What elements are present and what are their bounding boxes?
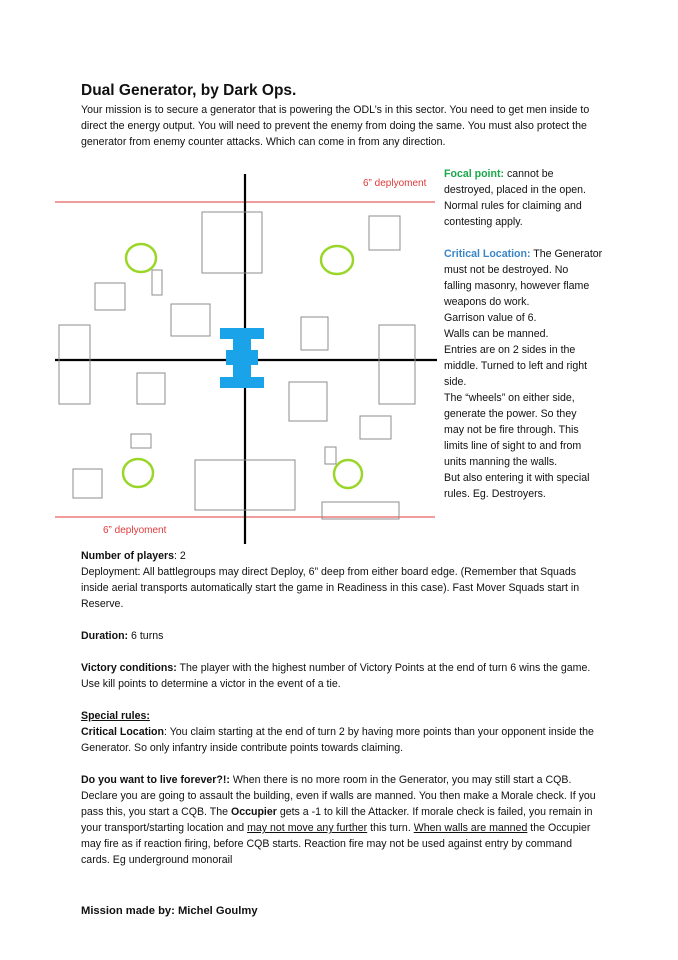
page-title: Dual Generator, by Dark Ops. [81,82,297,99]
live-forever-text: the Occupier may fire as if reaction firing, before CQB starts. Reaction fire may not be used against entry by command cards. Eg underground monorail [81,822,591,866]
critical-line: falling masonry, however flame [444,280,590,292]
duration-label: Duration: [81,630,129,642]
critical-line: weapons do work. [444,296,530,308]
victory-line [81,660,601,692]
terrain-block [379,325,415,404]
focal-point-marker [123,459,153,487]
intro-paragraph: Your mission is to secure a generator that is powering the ODL’s in this sector. You need to get men inside to direct the energy output. You will need to prevent the enemy from doing the same. You must also protect the generator from enemy counter attacks. Which can come in from any direction. [81,104,590,148]
critical-line: But also entering it with special [444,472,590,484]
terrain-block [369,216,400,250]
focal-line: contesting apply. [444,216,523,228]
deploy-label-top: 6” deplyoment [363,178,427,189]
critical-line: Garrison value of 6. [444,312,537,324]
critical-line: limits line of sight to and from [444,440,582,452]
focal-point-marker [334,460,362,488]
critical-line: The “wheels” on either side, [444,392,575,404]
critical-line: must not be destroyed. No [444,264,569,276]
focal-point-heading: Focal point: [444,168,505,180]
victory-label: Victory conditions: [81,662,177,674]
critical-line: rules. Eg. Destroyers. [444,488,546,500]
focal-line: destroyed, placed in the open. [444,184,586,196]
map-legend [444,166,604,518]
critical-location-heading: Critical Location: [444,248,531,260]
critical-line: generate the power. So they [444,408,577,420]
terrain-block [95,283,125,310]
victory-text: The player with the highest number of Victory Points at the end of turn 6 wins the game. Use kill points to determine a victor in the event of a tie. [81,662,591,690]
terrain-block [137,373,165,404]
deployment-text: Deployment: All battlegroups may direct Deploy, 6” deep from either board edge. (Remember that Squads inside aerial transports automatically start the game in Readiness in this case). Fast Mover Squads start in Reserve. [81,566,580,610]
critical-line: Walls can be manned. [444,328,549,340]
battle-map-svg [55,172,437,546]
generator-icon [220,328,264,388]
battle-map [55,172,437,546]
focal-point-description [444,166,604,230]
terrain-block [59,325,90,404]
critical-line: middle. Turned to left and right [444,360,588,372]
occupier-term: Occupier [230,806,277,818]
mission-author: Mission made by: Michel Goulmy [81,905,258,917]
deploy-label-bottom: 6” deplyoment [103,525,167,536]
critical-line: units manning the walls. [444,456,558,468]
live-forever-text: When there is no more room in the Generator, you may still start a CQB. Declare you are going to assault the building, even if walls are manned. You then make a Morale check. If you pass this, you start a CQB. The [81,774,596,818]
walls-manned-term: When walls are manned [413,822,528,834]
critical-location-rule [81,724,601,756]
special-rules-heading-text: Special rules: [81,710,150,722]
terrain-block [152,270,162,295]
live-forever-text: this turn. [367,822,414,834]
duration-line [81,628,601,644]
special-rules-heading [81,708,601,724]
players-line [81,548,601,564]
critical-line: may not be fire through. This [444,424,579,436]
critical-location-description [444,246,604,502]
terrain-block [131,434,151,448]
players-value: : 2 [174,550,186,562]
duration-value: 6 turns [128,630,164,642]
terrain-block [301,317,328,350]
terrain-block [73,469,102,498]
terrain-block [322,502,399,519]
focal-point-marker [321,246,353,274]
focal-point-marker [126,244,156,272]
terrain-block [171,304,210,336]
focal-line: Normal rules for claiming and [444,200,582,212]
players-label: Number of players [81,550,175,562]
critical-line: side. [444,376,467,388]
terrain-block [289,382,327,421]
live-forever-text: gets a -1 to kill the Attacker. If morale check is failed, you remain in your transport/starting location and [81,806,593,834]
critical-location-rule-label: Critical Location [81,726,164,738]
critical-line: The Generator [530,248,603,260]
critical-line: Entries are on 2 sides in the [444,344,576,356]
live-forever-rule [81,772,601,868]
critical-location-rule-text: : You claim starting at the end of turn 2 by having more points than your opponent inside the Generator. So only infantry inside contribute points towards claiming. [81,726,594,754]
terrain-block [325,447,336,464]
mission-rules [81,548,601,868]
terrain-block [360,416,391,439]
focal-line: cannot be [504,168,554,180]
no-move-term: may not move any further [247,822,368,834]
terrain-block [202,212,262,273]
live-forever-label: Do you want to live forever?!: [81,774,230,786]
